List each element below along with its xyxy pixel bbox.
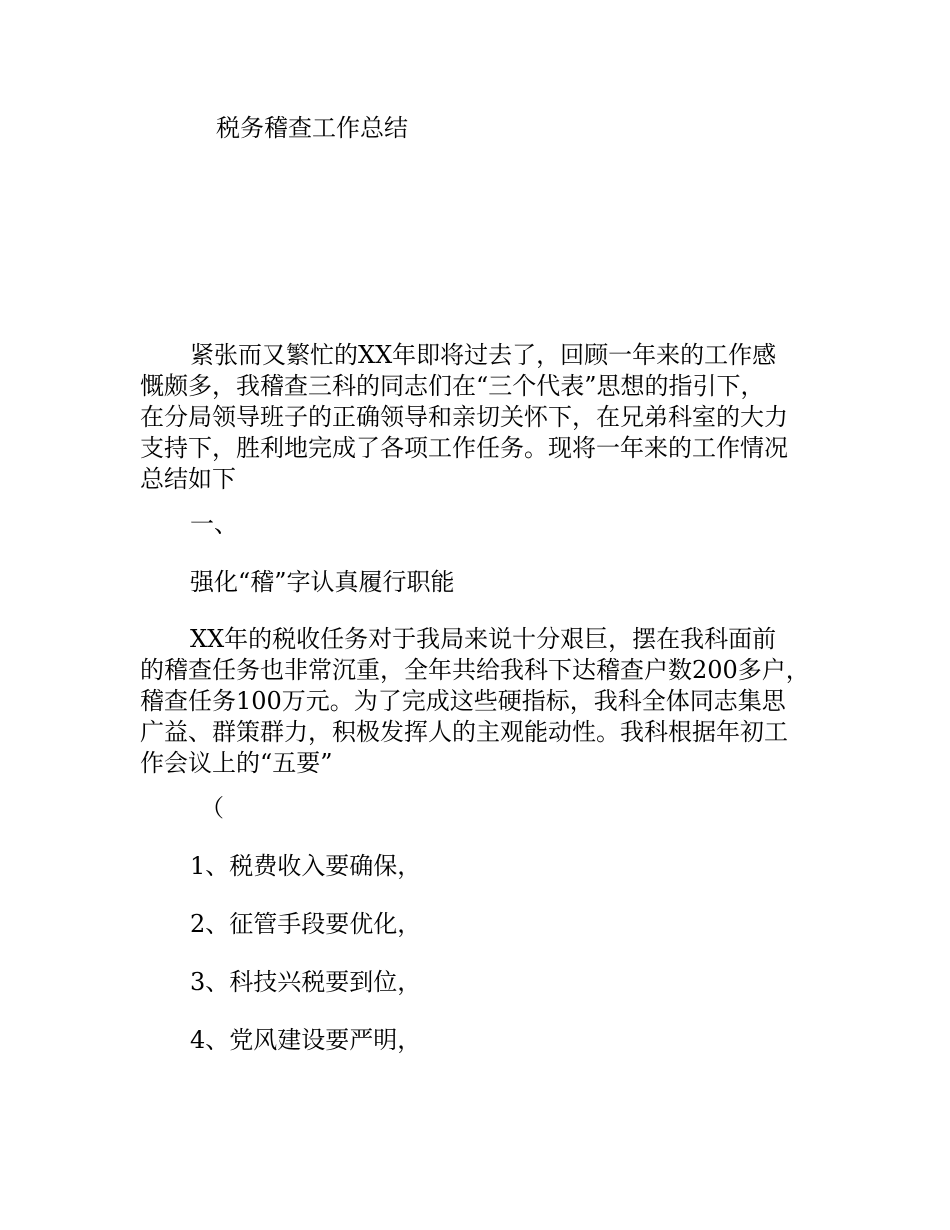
list-item: 1、税费收入要确保， xyxy=(190,852,422,880)
intro-line: 支持下，胜利地完成了各项工作任务。现将一年来的工作情况 xyxy=(140,434,788,462)
list-item: 2、征管手段要优化， xyxy=(190,910,422,938)
body-line: 稽查任务100万元。为了完成这些硬指标，我科全体同志集思 xyxy=(140,687,786,715)
document-title: 税务稽查工作总结 xyxy=(216,114,408,142)
list-item: 4、党风建设要严明， xyxy=(190,1026,422,1054)
intro-line: 总结如下 xyxy=(140,465,236,493)
intro-line: 在分局领导班子的正确领导和亲切关怀下，在兄弟科室的大力 xyxy=(140,403,788,431)
section-heading: 强化“稽”字认真履行职能 xyxy=(190,568,455,596)
body-paragraph xyxy=(140,624,830,779)
list-item: 3、科技兴税要到位， xyxy=(190,968,422,996)
body-line: XX年的税收任务对于我局来说十分艰巨，摆在我科面前 xyxy=(190,625,777,653)
intro-paragraph xyxy=(140,340,830,495)
intro-line: 紧张而又繁忙的XX年即将过去了，回顾一年来的工作感 xyxy=(190,341,777,369)
body-line: 的稽查任务也非常沉重，全年共给我科下达稽查户数200多户， xyxy=(140,656,810,684)
section-number: 一、 xyxy=(190,510,238,538)
body-line: 广益、群策群力，积极发挥人的主观能动性。我科根据年初工 xyxy=(140,718,788,746)
body-line: 作会议上的“五要” xyxy=(140,749,333,777)
intro-line: 慨颇多，我稽查三科的同志们在“三个代表”思想的指引下， xyxy=(140,372,765,400)
open-paren: （ xyxy=(200,794,224,822)
